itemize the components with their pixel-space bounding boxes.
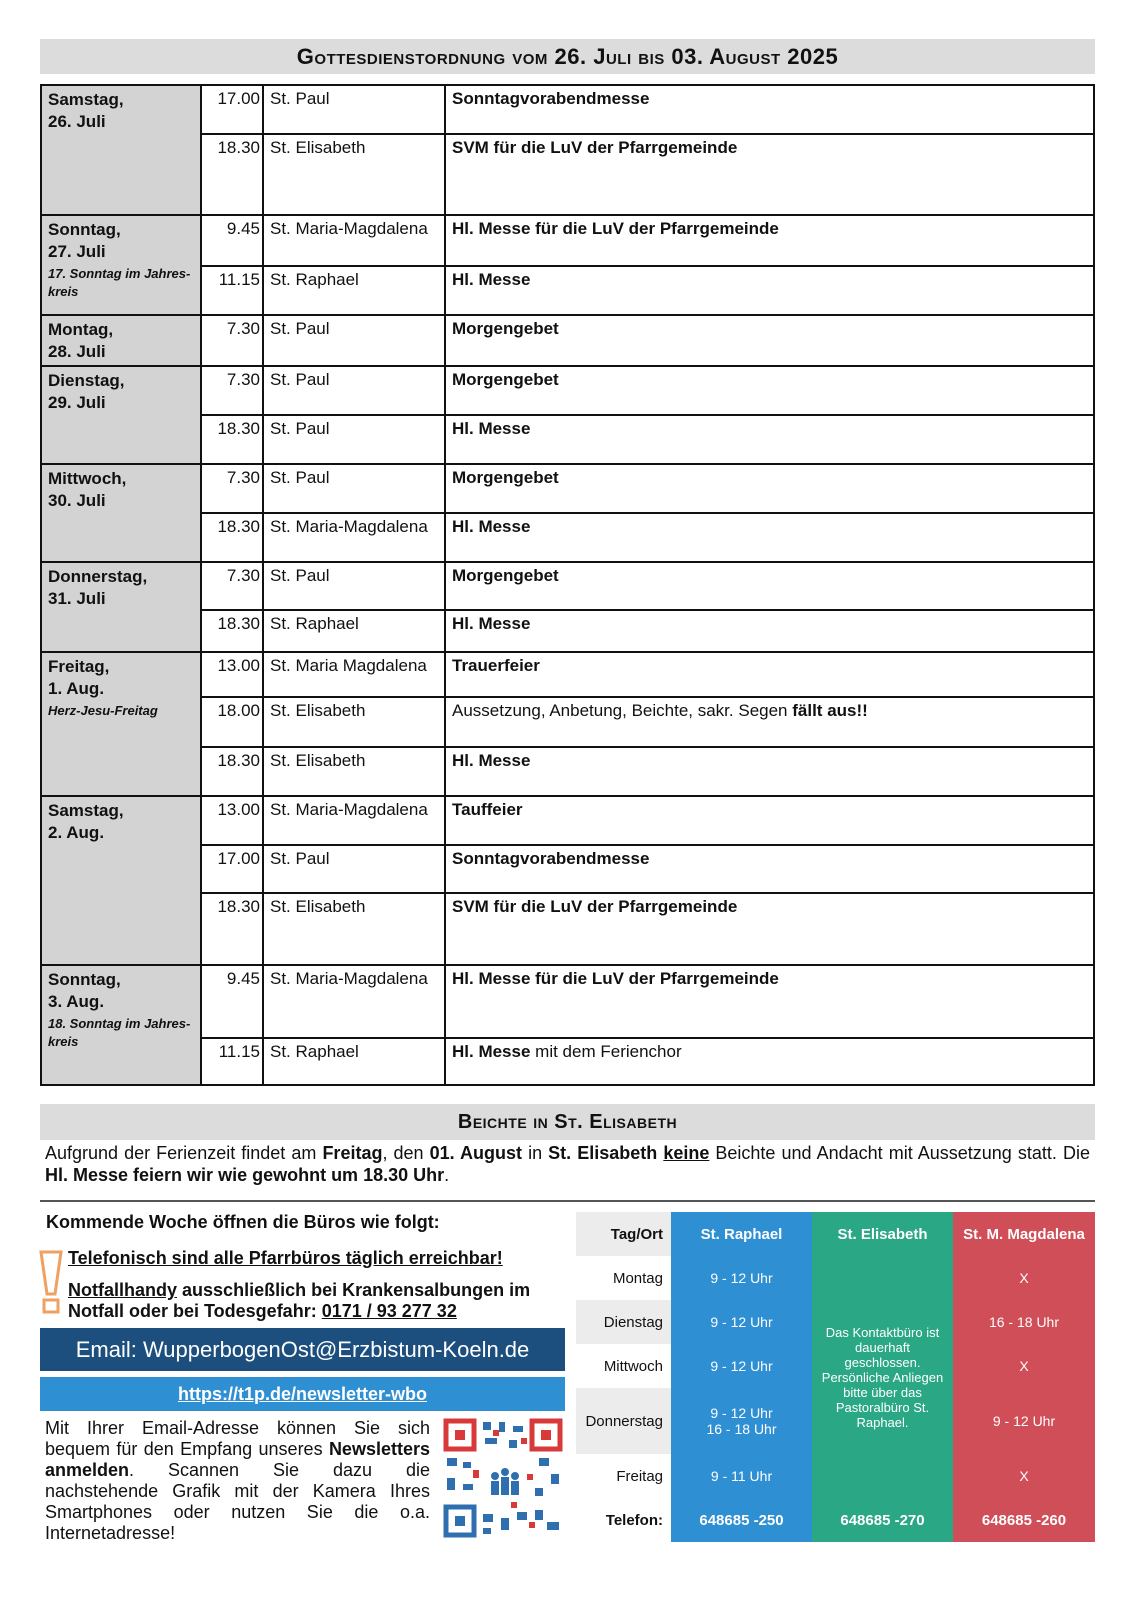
- hours-tel-elisabeth: 648685 -270: [812, 1498, 953, 1542]
- service-place: St. Paul: [263, 415, 445, 464]
- service-time: 7.30: [201, 562, 263, 611]
- service-event: Hl. Messe: [445, 415, 1094, 464]
- day-cell: Samstag, 26. Juli: [41, 85, 201, 215]
- hours-header-day: Tag/Ort: [576, 1212, 671, 1256]
- table-row: [41, 965, 1094, 1038]
- table-row: [41, 85, 1094, 134]
- hours-raphael: 9 - 12 Uhr: [671, 1300, 812, 1344]
- service-event: SVM für die LuV der Pfarrgemeinde: [445, 134, 1094, 215]
- day-cell: Dienstag, 29. Juli: [41, 366, 201, 464]
- day-cell: Freitag, 1. Aug. Herz-Jesu-Freitag: [41, 652, 201, 796]
- hours-magdalena: 16 - 18 Uhr: [953, 1300, 1095, 1344]
- service-event: Morgengebet: [445, 315, 1094, 366]
- service-event: Morgengebet: [445, 366, 1094, 415]
- service-event: Sonntagvorabendmesse: [445, 845, 1094, 894]
- service-place: St. Paul: [263, 845, 445, 894]
- day-cell: Samstag, 2. Aug.: [41, 796, 201, 965]
- emergency-note: Notfallhandy ausschließlich bei Krankensalbungen im Notfall oder bei Todesgefahr: 0171 / 93 277 32: [68, 1280, 531, 1321]
- service-event: Hl. Messe mit dem Ferienchor: [445, 1038, 1094, 1085]
- day-cell: Montag, 28. Juli: [41, 315, 201, 366]
- table-row: [41, 652, 1094, 697]
- day-cell: Sonntag, 27. Juli 17. Sonntag im Jahres-kreis: [41, 215, 201, 315]
- hours-magdalena: X: [953, 1344, 1095, 1388]
- service-place: St. Maria-Magdalena: [263, 215, 445, 266]
- service-time: 11.15: [201, 266, 263, 315]
- hours-magdalena: 9 - 12 Uhr: [953, 1388, 1095, 1454]
- day-cell: Mittwoch, 30. Juli: [41, 464, 201, 562]
- hours-magdalena: X: [953, 1256, 1095, 1300]
- hours-tel-magdalena: 648685 -260: [953, 1498, 1095, 1542]
- service-time: 17.00: [201, 85, 263, 134]
- newsletter-text: Mit Ihrer Email-Adresse können Sie sich bequem für den Empfang unseres Newsletters anmelden. Scannen Sie dazu die nachstehende Grafik mit der Kamera Ihres Smartphones oder nutzen Sie die o.a. Internetadresse!: [45, 1418, 430, 1543]
- event-cancelled: fällt aus!!: [792, 700, 868, 720]
- service-event: Tauffeier: [445, 796, 1094, 845]
- day-note: 18. Sonntag im Jahres-kreis: [48, 1015, 191, 1049]
- service-place: St. Paul: [263, 85, 445, 134]
- table-row: [41, 464, 1094, 513]
- service-event: Hl. Messe: [445, 610, 1094, 652]
- service-time: 18.30: [201, 513, 263, 562]
- service-time: 18.00: [201, 697, 263, 747]
- service-event: Sonntagvorabendmesse: [445, 85, 1094, 134]
- hours-elisabeth-closed: Das Kontaktbüro ist dauerhaft geschlossen. Persönliche Anliegen bitte über das Pastoralbüro St. Raphael.: [812, 1256, 953, 1498]
- hours-day: Freitag: [576, 1454, 671, 1498]
- service-time: 9.45: [201, 965, 263, 1038]
- emergency-number: 0171 / 93 277 32: [321, 1301, 457, 1321]
- service-place: St. Raphael: [263, 1038, 445, 1085]
- service-time: 18.30: [201, 415, 263, 464]
- service-event: [445, 697, 1094, 747]
- beichte-heading: Beichte in St. Elisabeth: [40, 1104, 1095, 1140]
- service-time: 7.30: [201, 464, 263, 513]
- day-note: Herz-Jesu-Freitag: [48, 703, 158, 719]
- offices-heading: Kommende Woche öffnen die Büros wie folgt:: [46, 1212, 440, 1232]
- service-time: 13.00: [201, 652, 263, 697]
- service-place: St. Paul: [263, 315, 445, 366]
- hours-raphael: 9 - 11 Uhr: [671, 1454, 812, 1498]
- service-time: 11.15: [201, 1038, 263, 1085]
- service-event: Hl. Messe: [445, 513, 1094, 562]
- office-hours-table: [576, 1212, 1095, 1542]
- event-prefix: Aussetzung, Anbetung, Beichte, sakr. Segen: [452, 700, 788, 720]
- page-title: Gottesdienstordnung vom 26. Juli bis 03. August 2025: [40, 39, 1095, 74]
- hours-tel-label: Telefon:: [576, 1498, 671, 1542]
- service-place: St. Elisabeth: [263, 747, 445, 796]
- service-time: 9.45: [201, 215, 263, 266]
- hours-header-magdalena: St. M. Magdalena: [953, 1212, 1095, 1256]
- service-place: St. Paul: [263, 562, 445, 611]
- service-event: Hl. Messe: [445, 747, 1094, 796]
- table-row: [41, 562, 1094, 611]
- service-place: St. Elisabeth: [263, 893, 445, 964]
- service-place: St. Raphael: [263, 266, 445, 315]
- hours-raphael: 9 - 12 Uhr 16 - 18 Uhr: [671, 1388, 812, 1454]
- service-event: Hl. Messe: [445, 266, 1094, 315]
- service-place: St. Paul: [263, 464, 445, 513]
- hours-day: Montag: [576, 1256, 671, 1300]
- day-cell: Donnerstag, 31. Juli: [41, 562, 201, 653]
- service-schedule-table: [40, 84, 1095, 1086]
- service-place: St. Elisabeth: [263, 134, 445, 215]
- divider: [40, 1200, 1095, 1202]
- service-place: St. Maria Magdalena: [263, 652, 445, 697]
- service-time: 7.30: [201, 366, 263, 415]
- service-place: St. Elisabeth: [263, 697, 445, 747]
- service-place: St. Maria-Magdalena: [263, 796, 445, 845]
- newsletter-link[interactable]: https://t1p.de/newsletter-wbo: [40, 1377, 565, 1411]
- table-row: [576, 1212, 1095, 1256]
- service-event: SVM für die LuV der Pfarrgemeinde: [445, 893, 1094, 964]
- service-place: St. Maria-Magdalena: [263, 513, 445, 562]
- service-event: Trauerfeier: [445, 652, 1094, 697]
- service-event: Morgengebet: [445, 464, 1094, 513]
- hours-day: Donnerstag: [576, 1388, 671, 1454]
- service-event: Hl. Messe für die LuV der Pfarrgemeinde: [445, 965, 1094, 1038]
- hours-day: Dienstag: [576, 1300, 671, 1344]
- service-place: St. Paul: [263, 366, 445, 415]
- table-row: [41, 796, 1094, 845]
- hours-tel-raphael: 648685 -250: [671, 1498, 812, 1542]
- hours-day: Mittwoch: [576, 1344, 671, 1388]
- table-row: [576, 1498, 1095, 1542]
- service-time: 18.30: [201, 610, 263, 652]
- event-suffix: mit dem Ferienchor: [535, 1042, 682, 1062]
- phone-note: Telefonisch sind alle Pfarrbüros täglich erreichbar!: [68, 1248, 503, 1268]
- service-time: 18.30: [201, 747, 263, 796]
- day-note: 17. Sonntag im Jahres-kreis: [48, 266, 191, 300]
- service-event: Hl. Messe für die LuV der Pfarrgemeinde: [445, 215, 1094, 266]
- service-time: 17.00: [201, 845, 263, 894]
- service-time: 7.30: [201, 315, 263, 366]
- service-time: 13.00: [201, 796, 263, 845]
- service-time: 18.30: [201, 893, 263, 964]
- beichte-notice: Aufgrund der Ferienzeit findet am Freitag, den 01. August in St. Elisabeth keine Beichte und Andacht mit Aussetzung statt. Die Hl. Messe feiern wir wie gewohnt um 18.30 Uhr.: [45, 1143, 1090, 1185]
- table-row: [41, 315, 1094, 366]
- service-event: Morgengebet: [445, 562, 1094, 611]
- table-row: [41, 215, 1094, 266]
- table-row: [41, 366, 1094, 415]
- email-link[interactable]: Email: WupperbogenOst@Erzbistum-Koeln.de: [40, 1328, 565, 1371]
- hours-header-elisabeth: St. Elisabeth: [812, 1212, 953, 1256]
- exclamation-icon: [37, 1250, 65, 1314]
- hours-raphael: 9 - 12 Uhr: [671, 1256, 812, 1300]
- qr-code-icon[interactable]: [443, 1418, 563, 1538]
- hours-magdalena: X: [953, 1454, 1095, 1498]
- hours-header-raphael: St. Raphael: [671, 1212, 812, 1256]
- service-place: St. Maria-Magdalena: [263, 965, 445, 1038]
- table-row: [576, 1256, 1095, 1300]
- day-cell: Sonntag, 3. Aug. 18. Sonntag im Jahres-kreis: [41, 965, 201, 1085]
- hours-raphael: 9 - 12 Uhr: [671, 1344, 812, 1388]
- service-place: St. Raphael: [263, 610, 445, 652]
- service-time: 18.30: [201, 134, 263, 215]
